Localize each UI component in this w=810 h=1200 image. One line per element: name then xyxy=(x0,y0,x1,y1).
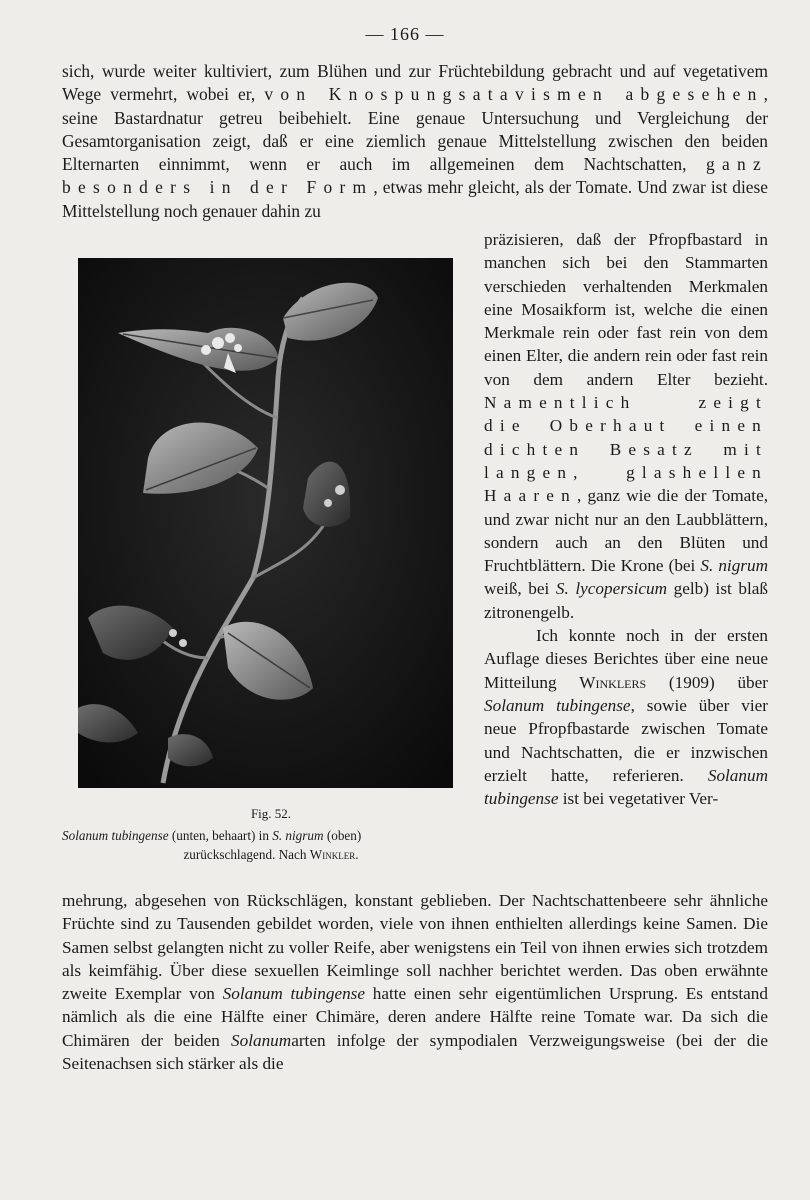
species-name: Solanum tubingense xyxy=(222,984,365,1004)
species-name: Solanum tubingense xyxy=(484,695,631,715)
text-run: , etwas mehr gleicht, als der Tomate. Und zwar ist diese Mittelstellung noch genauer dahin zu xyxy=(62,177,768,221)
paragraph xyxy=(484,624,768,810)
text-run: weiß, bei xyxy=(484,579,556,599)
species-name: Solanum xyxy=(231,1030,292,1050)
text-run: Ich konnte noch in der ersten Auflage dieses Berichtes über eine neue Mitteilung xyxy=(484,626,768,692)
caption-line-2 xyxy=(62,845,480,864)
spaced-emphasis: Namentlich zeigt die Oberhaut einen dichten Besatz mit langen, glashellen Haaren xyxy=(484,393,768,506)
right-column-text xyxy=(484,228,768,810)
text-run: , seine Bastardnatur getreu beibehielt. Eine genaue Untersuchung und Vergleichung der Gesamtorganisation zeigt, daß er eine ziemlich genaue Mittelstellung zwischen den beiden Elternarten einnimmt, wenn er auch im allgemeinen dem Nachtschatten, xyxy=(62,84,768,175)
caption-text: (unten, behaart) in xyxy=(168,828,273,843)
text-run: arten infolge der sympodialen Verzweigungsweise (bei der die Seitenachsen sich stärker als die xyxy=(62,1030,768,1074)
top-paragraph xyxy=(62,60,768,223)
species-name: Solanum tubingense xyxy=(484,765,768,809)
text-run: ist bei vegetativer Ver- xyxy=(558,789,719,809)
caption-text: zurückschlagend. Nach xyxy=(183,847,310,862)
spaced-emphasis: von Knospungsatavismen abgesehen xyxy=(264,84,764,105)
plant-photograph xyxy=(78,258,453,788)
figure-52 xyxy=(62,258,480,864)
text-run: (1909) über xyxy=(646,672,768,692)
author-name: Winklers xyxy=(579,672,647,692)
text-run: , sowie über vier neue Pfropfbastarde zwischen Tomate und Nachtschatten, die er inzwischen erzielt hatte, referieren. xyxy=(484,695,768,785)
text-run: , ganz wie die der Tomate, und zwar nicht nur an den Laubblättern, sondern auch an den Blüten und Fruchtblättern. Die Krone (bei xyxy=(484,486,768,576)
caption-author: Winkler xyxy=(309,847,356,862)
page-number: — 166 — xyxy=(365,24,445,44)
plant-illustration xyxy=(78,258,453,788)
text-run: sich, wurde weiter kultiviert, zum Blühen und zur Früchtebildung gebracht und auf vegetativem Wege vermehrt, wobei er, xyxy=(62,61,768,105)
bottom-paragraph xyxy=(62,889,768,1075)
figure-label: Fig. 52. xyxy=(250,806,292,821)
caption-species: Solanum tubingense xyxy=(62,828,169,843)
caption-text: . xyxy=(355,847,359,862)
species-name: S. lycopersicum xyxy=(555,579,668,599)
paragraph xyxy=(484,228,768,624)
text-run: gelb) ist blaß zitronengelb. xyxy=(484,579,768,622)
text-run: mehrung, abgesehen von Rückschlägen, konstant geblieben. Der Nachtschattenbeere sehr ähnliche Früchte sind zu Tausenden gebildet worden, viele von ihnen enthielten allerdings keine Samen. Die Samen selbst gelangten nicht zu voller Reife, aber wenigstens ein Teil von ihnen erwies sich trotzdem als keimfähig. Über diese sexuellen Keimlinge soll nachher berichtet werden. Das oben erwähnte zweite Exemplar von xyxy=(62,891,768,1004)
text-run: präzisieren, daß der Pfropfbastard in manchen sich bei den Stammarten verschieden verhaltenden Merkmalen eine Mosaikform ist, welche die einen Merkmale rein oder fast rein von dem einen Elter, die andern rein oder fast rein von dem andern Elter bezieht. xyxy=(484,230,768,389)
species-name: S. nigrum xyxy=(700,556,768,576)
caption-text: (oben) xyxy=(323,828,362,843)
spaced-emphasis: ganz besonders in der Form xyxy=(62,154,768,198)
caption-species: S. nigrum xyxy=(272,828,324,843)
text-run: hatte einen sehr eigentümlichen Ursprung. Es entstand nämlich als die eine Hälfte einer Chimäre, deren andere Hälfte reine Tomate war. Da sich die Chimären der beiden xyxy=(62,984,768,1050)
figure-caption xyxy=(62,826,480,864)
